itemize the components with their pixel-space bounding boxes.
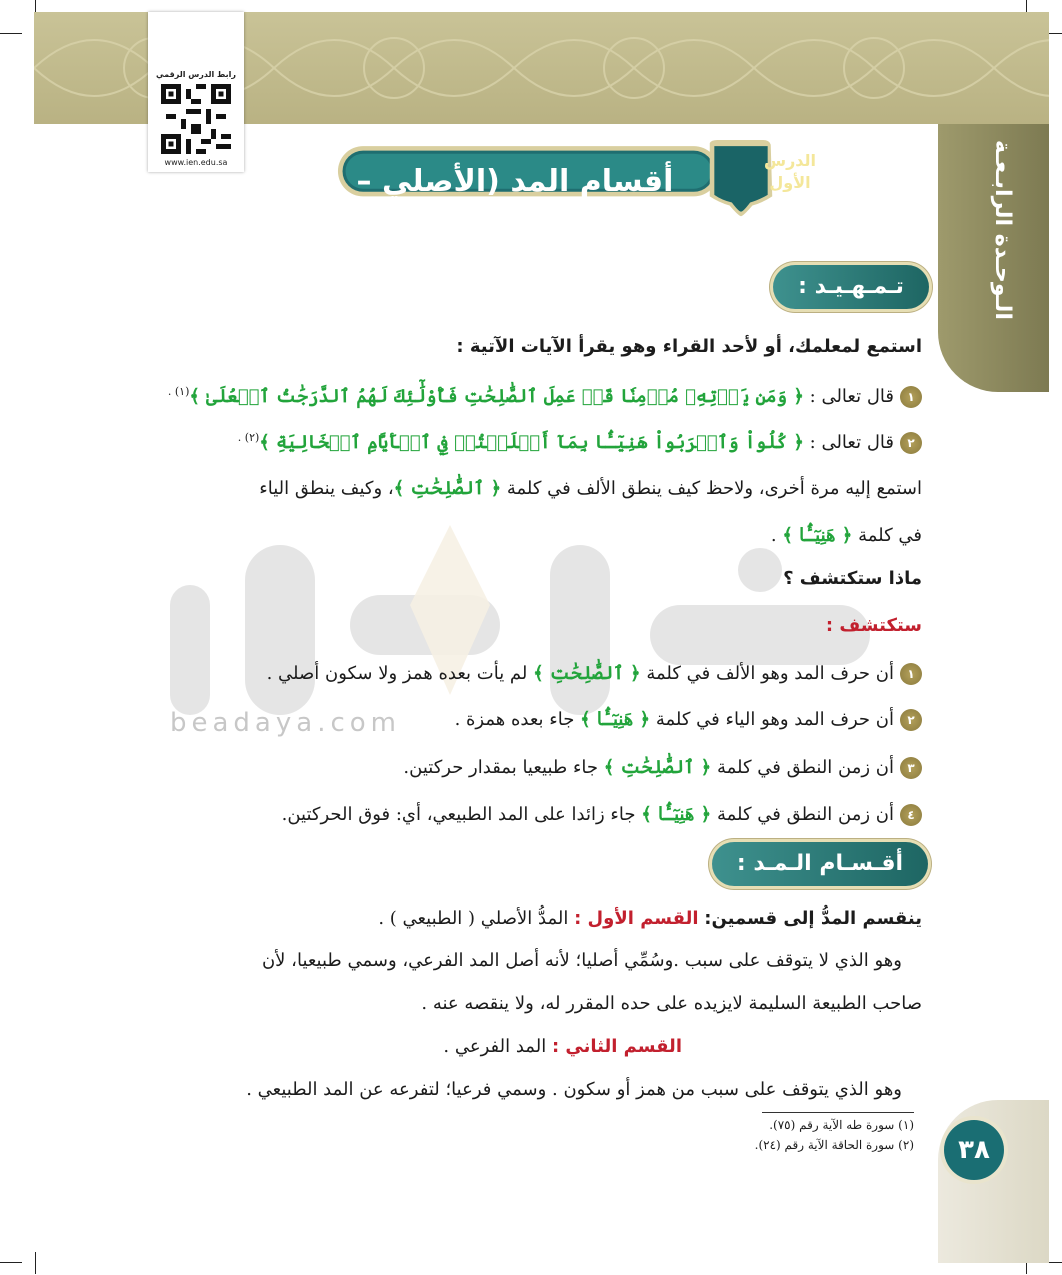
first-type-desc-1: وهو الذي لا يتوقف على سبب .وسُمِّي أصليا؛ لأنه أصل المد الفرعي، وسمي طبيعيا، لأن (261, 950, 902, 971)
types-heading: أقـسـام الـمـد : (712, 842, 928, 886)
page-number: ٣٨ (944, 1120, 1004, 1180)
quran-word: ﴿ هَنِيٓـَٔۢا ﴾ (782, 525, 853, 546)
types-lead-line (378, 905, 922, 933)
number-badge: ٤ (900, 804, 922, 826)
text-segment: أن زمن النطق في كلمة (716, 804, 894, 825)
discover-question: ماذا ستكتشف ؟ (783, 568, 922, 589)
text-segment: استمع إليه مرة أخرى، ولاحظ كيف ينطق الألف في كلمة (506, 478, 922, 499)
crop-mark (0, 1262, 22, 1263)
text-segment: لم يأت بعده همز ولا سكون أصلي . (266, 663, 528, 684)
second-type-text: المد الفرعي . (443, 1036, 547, 1057)
verse-prefix: قال تعالى : (809, 432, 894, 453)
verse-1 (168, 378, 922, 411)
discover-item (403, 754, 922, 782)
lesson-number-label (758, 150, 822, 194)
number-badge: ٣ (900, 757, 922, 779)
second-type-line (443, 1033, 682, 1061)
verse-ref: (٢) . (237, 431, 260, 444)
quran-word: ﴿ هَنِيٓـَٔۢا ﴾ (580, 709, 651, 730)
lesson-label-line2: الأول (769, 173, 811, 192)
text-segment: جاء بعده همزة . (454, 709, 575, 730)
types-lead: ينقسم المدُّ إلى قسمين: (704, 908, 922, 929)
verse-prefix: قال تعالى : (809, 386, 894, 407)
text-segment: أن زمن النطق في كلمة (716, 757, 894, 778)
qr-code-card[interactable] (148, 12, 244, 172)
qr-label: رابط الدرس الرقمي (156, 70, 236, 79)
footnote-divider (762, 1112, 914, 1113)
number-badge: ٢ (900, 709, 922, 731)
text-segment: . (770, 525, 777, 546)
verse-text: ﴿ كُلُواْ وَٱشۡرَبُواْ هَنِيٓـَٔۢا بِمَآ أَسۡلَفۡتُمۡ فِي ٱلۡأَيَّامِ ٱلۡخَالِيَةِ ﴾ (259, 432, 804, 453)
intro-heading: تـمـهـيـد : (773, 265, 929, 309)
intro-paragraph-line2 (771, 522, 922, 550)
crop-mark (35, 1252, 36, 1274)
number-badge: ١ (900, 386, 922, 408)
second-type-desc: وهو الذي يتوقف على سبب من همز أو سكون . وسمي فرعيا؛ لتفرعه عن المد الطبيعي . (246, 1079, 902, 1100)
lesson-title: أقسام المد (الأصلي – الفرعي) (356, 164, 674, 243)
footer-ornament-band (938, 1100, 1049, 1263)
text-segment: جاء طبيعيا بمقدار حركتين. (403, 757, 599, 778)
discover-item (455, 706, 922, 734)
verse-text: ﴿ وَمَن يَأۡتِهِۦ مُؤۡمِنٗا قَدۡ عَمِلَ ٱلصَّٰلِحَٰتِ فَأُوْلَٰٓئِكَ لَهُمُ ٱلدَّرَجَٰتُ ٱلۡعُلَىٰ ﴾ (189, 386, 804, 407)
qr-code-icon[interactable] (161, 84, 231, 154)
discover-label: ستكتشف : (825, 615, 922, 636)
qr-url: www.ien.edu.sa (164, 158, 228, 167)
verse-ref: (١) . (167, 385, 190, 398)
intro-instruction: استمع لمعلمك، أو لأحد القراء وهو يقرأ الآيات الآتية : (456, 336, 922, 357)
intro-paragraph-line1 (259, 475, 922, 503)
text-segment: أن حرف المد وهو الياء في كلمة (655, 709, 894, 730)
quran-word: ﴿ ٱلصَّٰلِحَٰتِ ﴾ (603, 757, 712, 778)
text-segment: أن حرف المد وهو الألف في كلمة (646, 663, 894, 684)
discover-item (267, 660, 922, 688)
lesson-label-line1: الدرس (763, 151, 817, 170)
watermark-url: beadaya.com (170, 708, 401, 738)
footnote-2: (٢) سورة الحاقة الآية رقم (٢٤). (754, 1138, 914, 1152)
quran-word: ﴿ هَنِيٓـَٔۢا ﴾ (641, 804, 712, 825)
footnote-1: (١) سورة طه الآية رقم (٧٥). (769, 1118, 914, 1132)
number-badge: ١ (900, 663, 922, 685)
discover-item (282, 801, 922, 829)
verse-2 (238, 424, 922, 457)
text-segment: في كلمة (858, 525, 922, 546)
watermark-logo (150, 525, 930, 735)
quran-word: ﴿ ٱلصَّٰلِحَٰتِ ﴾ (533, 663, 641, 684)
number-badge: ٢ (900, 432, 922, 454)
text-segment: ، وكيف ينطق الياء (259, 478, 394, 499)
first-type-desc-2: صاحب الطبيعة السليمة لايزيده على حده المقرر له، ولا ينقصه عنه . (421, 993, 922, 1014)
first-type-text: المدُّ الأصلي ( الطبيعي ) . (378, 908, 569, 929)
second-type-label: القسم الثاني : (551, 1036, 682, 1057)
quran-word: ﴿ ٱلصَّٰلِحَٰتِ ﴾ (393, 478, 502, 499)
crop-mark (0, 33, 22, 34)
text-segment: جاء زائدا على المد الطبيعي، أي: فوق الحركتين. (281, 804, 636, 825)
first-type-label: القسم الأول : (574, 908, 699, 929)
unit-title: الـوحـدة الرابـعـة (990, 140, 1015, 320)
